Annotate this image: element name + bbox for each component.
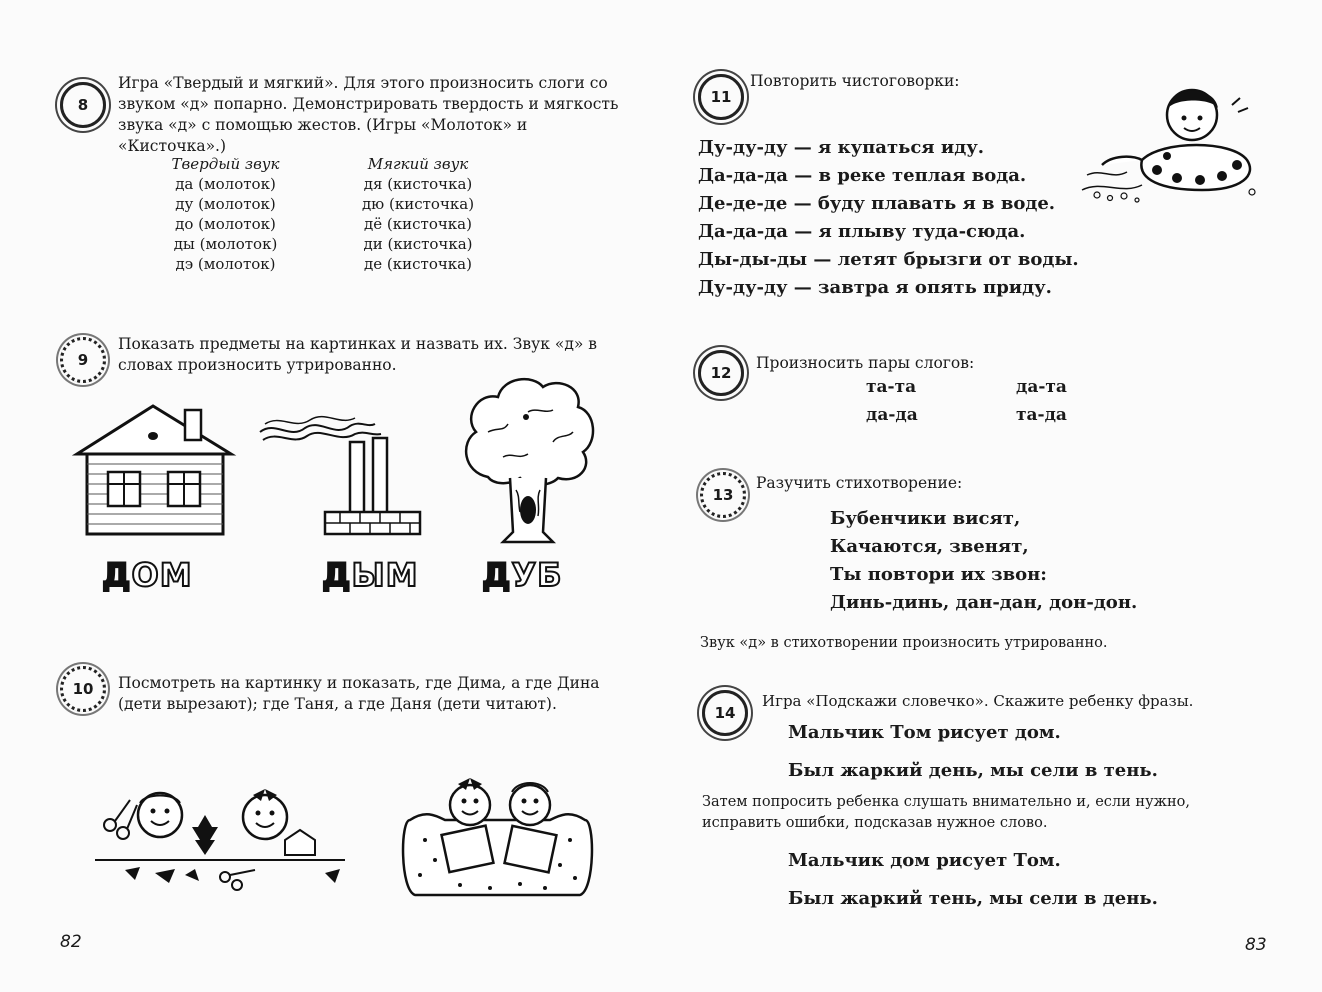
table-cell: дю (кисточка) — [361, 195, 475, 213]
exercise-8-text: Игра «Твердый и мягкий». Для этого произносить слоги со звуком «д» попарно. Демонстрировать твердость и мягкость звука «д» с помощью жестов. (Игры «Молоток» и «Кисточка».) — [118, 74, 619, 155]
wrong-phrase: Был жаркий тень, мы сели в день. — [788, 888, 1158, 909]
word-dub: ДУБ — [482, 556, 563, 594]
table-cell: ди (кисточка) — [363, 235, 473, 253]
poem — [830, 505, 1137, 617]
table-cell: дя (кисточка) — [363, 175, 473, 193]
children-cutting-illustration — [95, 785, 350, 900]
exercise-13-number: 13 — [700, 472, 746, 518]
table-cell: ду (молоток) — [175, 195, 276, 213]
exercise-13-text: Разучить стихотворение: — [756, 474, 963, 492]
exercise-9-number: 9 — [60, 337, 106, 383]
phrases — [788, 714, 1158, 790]
col-hard-header: Твердый звук — [171, 155, 280, 173]
exercise-11-number: 11 — [698, 74, 744, 120]
exercise-14-number: 14 — [702, 690, 748, 736]
table-cell: де (кисточка) — [364, 255, 472, 273]
exercise-9-text: Показать предметы на картинках и назвать их. Звук «д» в словах произносить утрированно. — [118, 335, 598, 374]
pair-cell: да-да — [866, 405, 918, 425]
pair-cell: та-да — [1016, 405, 1067, 425]
verse-line: Да-да-да — в реке теплая вода. — [698, 165, 1027, 186]
table-cell: дё (кисточка) — [364, 215, 472, 233]
wrong-phrases — [788, 842, 1158, 918]
exercise-10-number: 10 — [60, 666, 106, 712]
wrong-phrase: Мальчик дом рисует Том. — [788, 850, 1061, 871]
exercise-12-number: 12 — [698, 350, 744, 396]
house-illustration — [75, 402, 235, 537]
phrase: Мальчик Том рисует дом. — [788, 722, 1061, 743]
poem-line: Ты повтори их звон: — [830, 564, 1047, 585]
chimney-smoke-illustration — [255, 410, 425, 540]
children-reading-illustration — [400, 770, 595, 905]
poem-line: Динь-динь, дан-дан, дон-дон. — [830, 592, 1138, 613]
page-number-right: 83 — [1245, 935, 1267, 955]
table-cell: дэ (молоток) — [175, 255, 276, 273]
poem-line: Бубенчики висят, — [830, 508, 1021, 529]
exercise-10-text: Посмотреть на картинку и показать, где Дима, а где Дина (дети вырезают); где Таня, а где Даня (дети читают). — [118, 674, 600, 713]
exercise-14-text: Игра «Подскажи словечко». Скажите ребенку фразы. — [762, 692, 1194, 710]
verse-line: Де-де-де — буду плавать я в воде. — [698, 193, 1056, 214]
oak-tree-illustration — [458, 372, 598, 547]
pair-cell: да-та — [1016, 377, 1067, 397]
exercise-14-instruction: Затем попросить ребенка слушать внимательно и, если нужно, исправить ошибки, подсказав нужное слово. — [702, 794, 1190, 831]
verse-line: Ду-ду-ду — я купаться иду. — [698, 137, 984, 158]
verse-line: Ду-ду-ду — завтра я опять приду. — [698, 277, 1052, 298]
phrase: Был жаркий день, мы сели в тень. — [788, 760, 1158, 781]
exercise-12-text: Произносить пары слогов: — [756, 354, 975, 372]
verse-line: Ды-ды-ды — летят брызги от воды. — [698, 249, 1079, 270]
exercise-8-number: 8 — [60, 82, 106, 128]
table-cell: до (молоток) — [175, 215, 276, 233]
table-cell: ды (молоток) — [173, 235, 278, 253]
syllable-table — [118, 154, 503, 274]
poem-line: Качаются, звенят, — [830, 536, 1029, 557]
child-swimming-illustration — [1082, 80, 1262, 205]
word-dom: ДОМ — [102, 556, 193, 594]
pair-cell: та-та — [866, 377, 917, 397]
tongue-twisters — [698, 134, 1079, 302]
syllable-pairs — [866, 373, 1067, 429]
table-cell: да (молоток) — [175, 175, 276, 193]
verse-line: Да-да-да — я плыву туда-сюда. — [698, 221, 1026, 242]
exercise-13-note: Звук «д» в стихотворении произносить утрированно. — [700, 635, 1108, 651]
col-soft-header: Мягкий звук — [367, 155, 469, 173]
exercise-11-text: Повторить чистоговорки: — [750, 72, 960, 90]
word-dym: ДЫМ — [322, 556, 419, 594]
page-number-left: 82 — [60, 932, 82, 952]
